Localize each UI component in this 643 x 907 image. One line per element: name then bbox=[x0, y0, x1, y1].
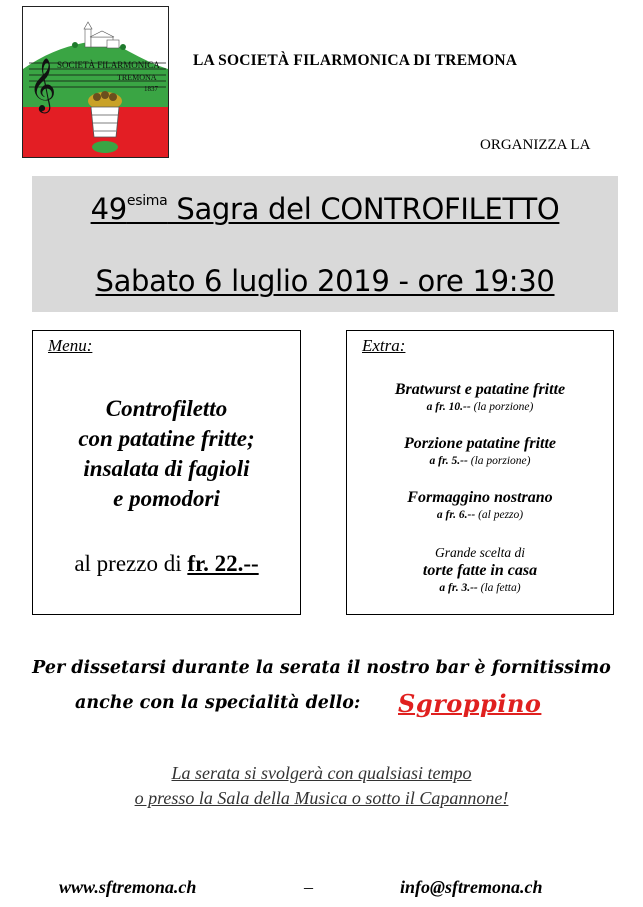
extra-item-price bbox=[347, 453, 613, 469]
event-name: Sagra del CONTROFILETTO bbox=[167, 192, 560, 226]
extra-item-name: Formaggino nostrano bbox=[407, 489, 553, 506]
email-link[interactable]: info@sftremona.ch bbox=[400, 877, 543, 897]
dish-line: Controfiletto bbox=[105, 396, 228, 421]
extra-box bbox=[346, 330, 614, 615]
menu-heading: Menu: bbox=[48, 336, 93, 355]
extra-item-name: Bratwurst e patatine fritte bbox=[394, 381, 566, 398]
event-date: Sabato 6 luglio 2019 - ore 19:30 bbox=[95, 264, 555, 298]
bar-text-line-1: Per dissetarsi durante la serata il nostro bar è fornitissimo bbox=[32, 658, 611, 678]
dish-line: e pomodori bbox=[113, 486, 220, 511]
extra-item bbox=[347, 488, 613, 523]
extra-price-amount: a fr. 3.-- bbox=[439, 582, 478, 594]
extra-item-price bbox=[347, 580, 613, 596]
footer-separator: – bbox=[304, 877, 313, 897]
menu-price bbox=[33, 551, 300, 577]
extra-item bbox=[347, 380, 613, 415]
event-banner bbox=[32, 176, 618, 312]
extra-price-unit: (la fetta) bbox=[480, 582, 521, 594]
extra-item bbox=[347, 434, 613, 469]
extra-item-price bbox=[347, 507, 613, 523]
extra-item-name: torte fatte in casa bbox=[422, 562, 538, 579]
event-title bbox=[32, 192, 618, 226]
extra-price-amount: a fr. 10.-- bbox=[426, 401, 471, 413]
society-name: LA SOCIETÀ FILARMONICA DI TREMONA bbox=[193, 52, 518, 69]
website-link[interactable]: www.sftremona.ch bbox=[59, 877, 197, 897]
extra-item-price bbox=[347, 399, 613, 415]
extra-item-name: Porzione patatine fritte bbox=[404, 435, 556, 452]
extra-item bbox=[347, 544, 613, 596]
price-prefix: al prezzo di bbox=[74, 551, 188, 576]
extra-price-unit: (al pezzo) bbox=[478, 509, 524, 521]
weather-notice-line-2: o presso la Sala della Musica o sotto il Capannone! bbox=[134, 788, 509, 808]
dish-line: con patatine fritte; bbox=[78, 426, 255, 451]
price-value: fr. 22.-- bbox=[187, 551, 259, 576]
bar-text-line-2: anche con la specialità dello: bbox=[75, 693, 361, 713]
weather-notice-line-1: La serata si svolgerà con qualsiasi tempo bbox=[171, 763, 472, 783]
menu-box bbox=[32, 330, 301, 615]
edition-number: 49 bbox=[90, 192, 127, 226]
menu-dish bbox=[33, 394, 300, 514]
extra-price-unit: (la porzione) bbox=[473, 401, 534, 413]
svg-text:𝄞: 𝄞 bbox=[29, 57, 57, 111]
extra-price-amount: a fr. 6.-- bbox=[436, 509, 476, 521]
extra-heading: Extra: bbox=[362, 336, 406, 355]
edition-suffix: esima bbox=[126, 193, 168, 209]
svg-text:1837: 1837 bbox=[144, 85, 158, 93]
svg-text:TREMONA: TREMONA bbox=[117, 73, 157, 82]
society-logo bbox=[22, 6, 169, 158]
logo-graphic bbox=[23, 7, 168, 157]
extra-item-intro: Grande scelta di bbox=[435, 545, 525, 560]
dish-line: insalata di fagioli bbox=[83, 456, 250, 481]
specialty-name: Sgroppino bbox=[398, 689, 542, 718]
extra-price-unit: (la porzione) bbox=[470, 455, 531, 467]
svg-text:SOCIETÀ FILARMONICA: SOCIETÀ FILARMONICA bbox=[57, 60, 160, 70]
extra-price-amount: a fr. 5.-- bbox=[429, 455, 468, 467]
organizes-label: ORGANIZZA LA bbox=[480, 137, 591, 153]
